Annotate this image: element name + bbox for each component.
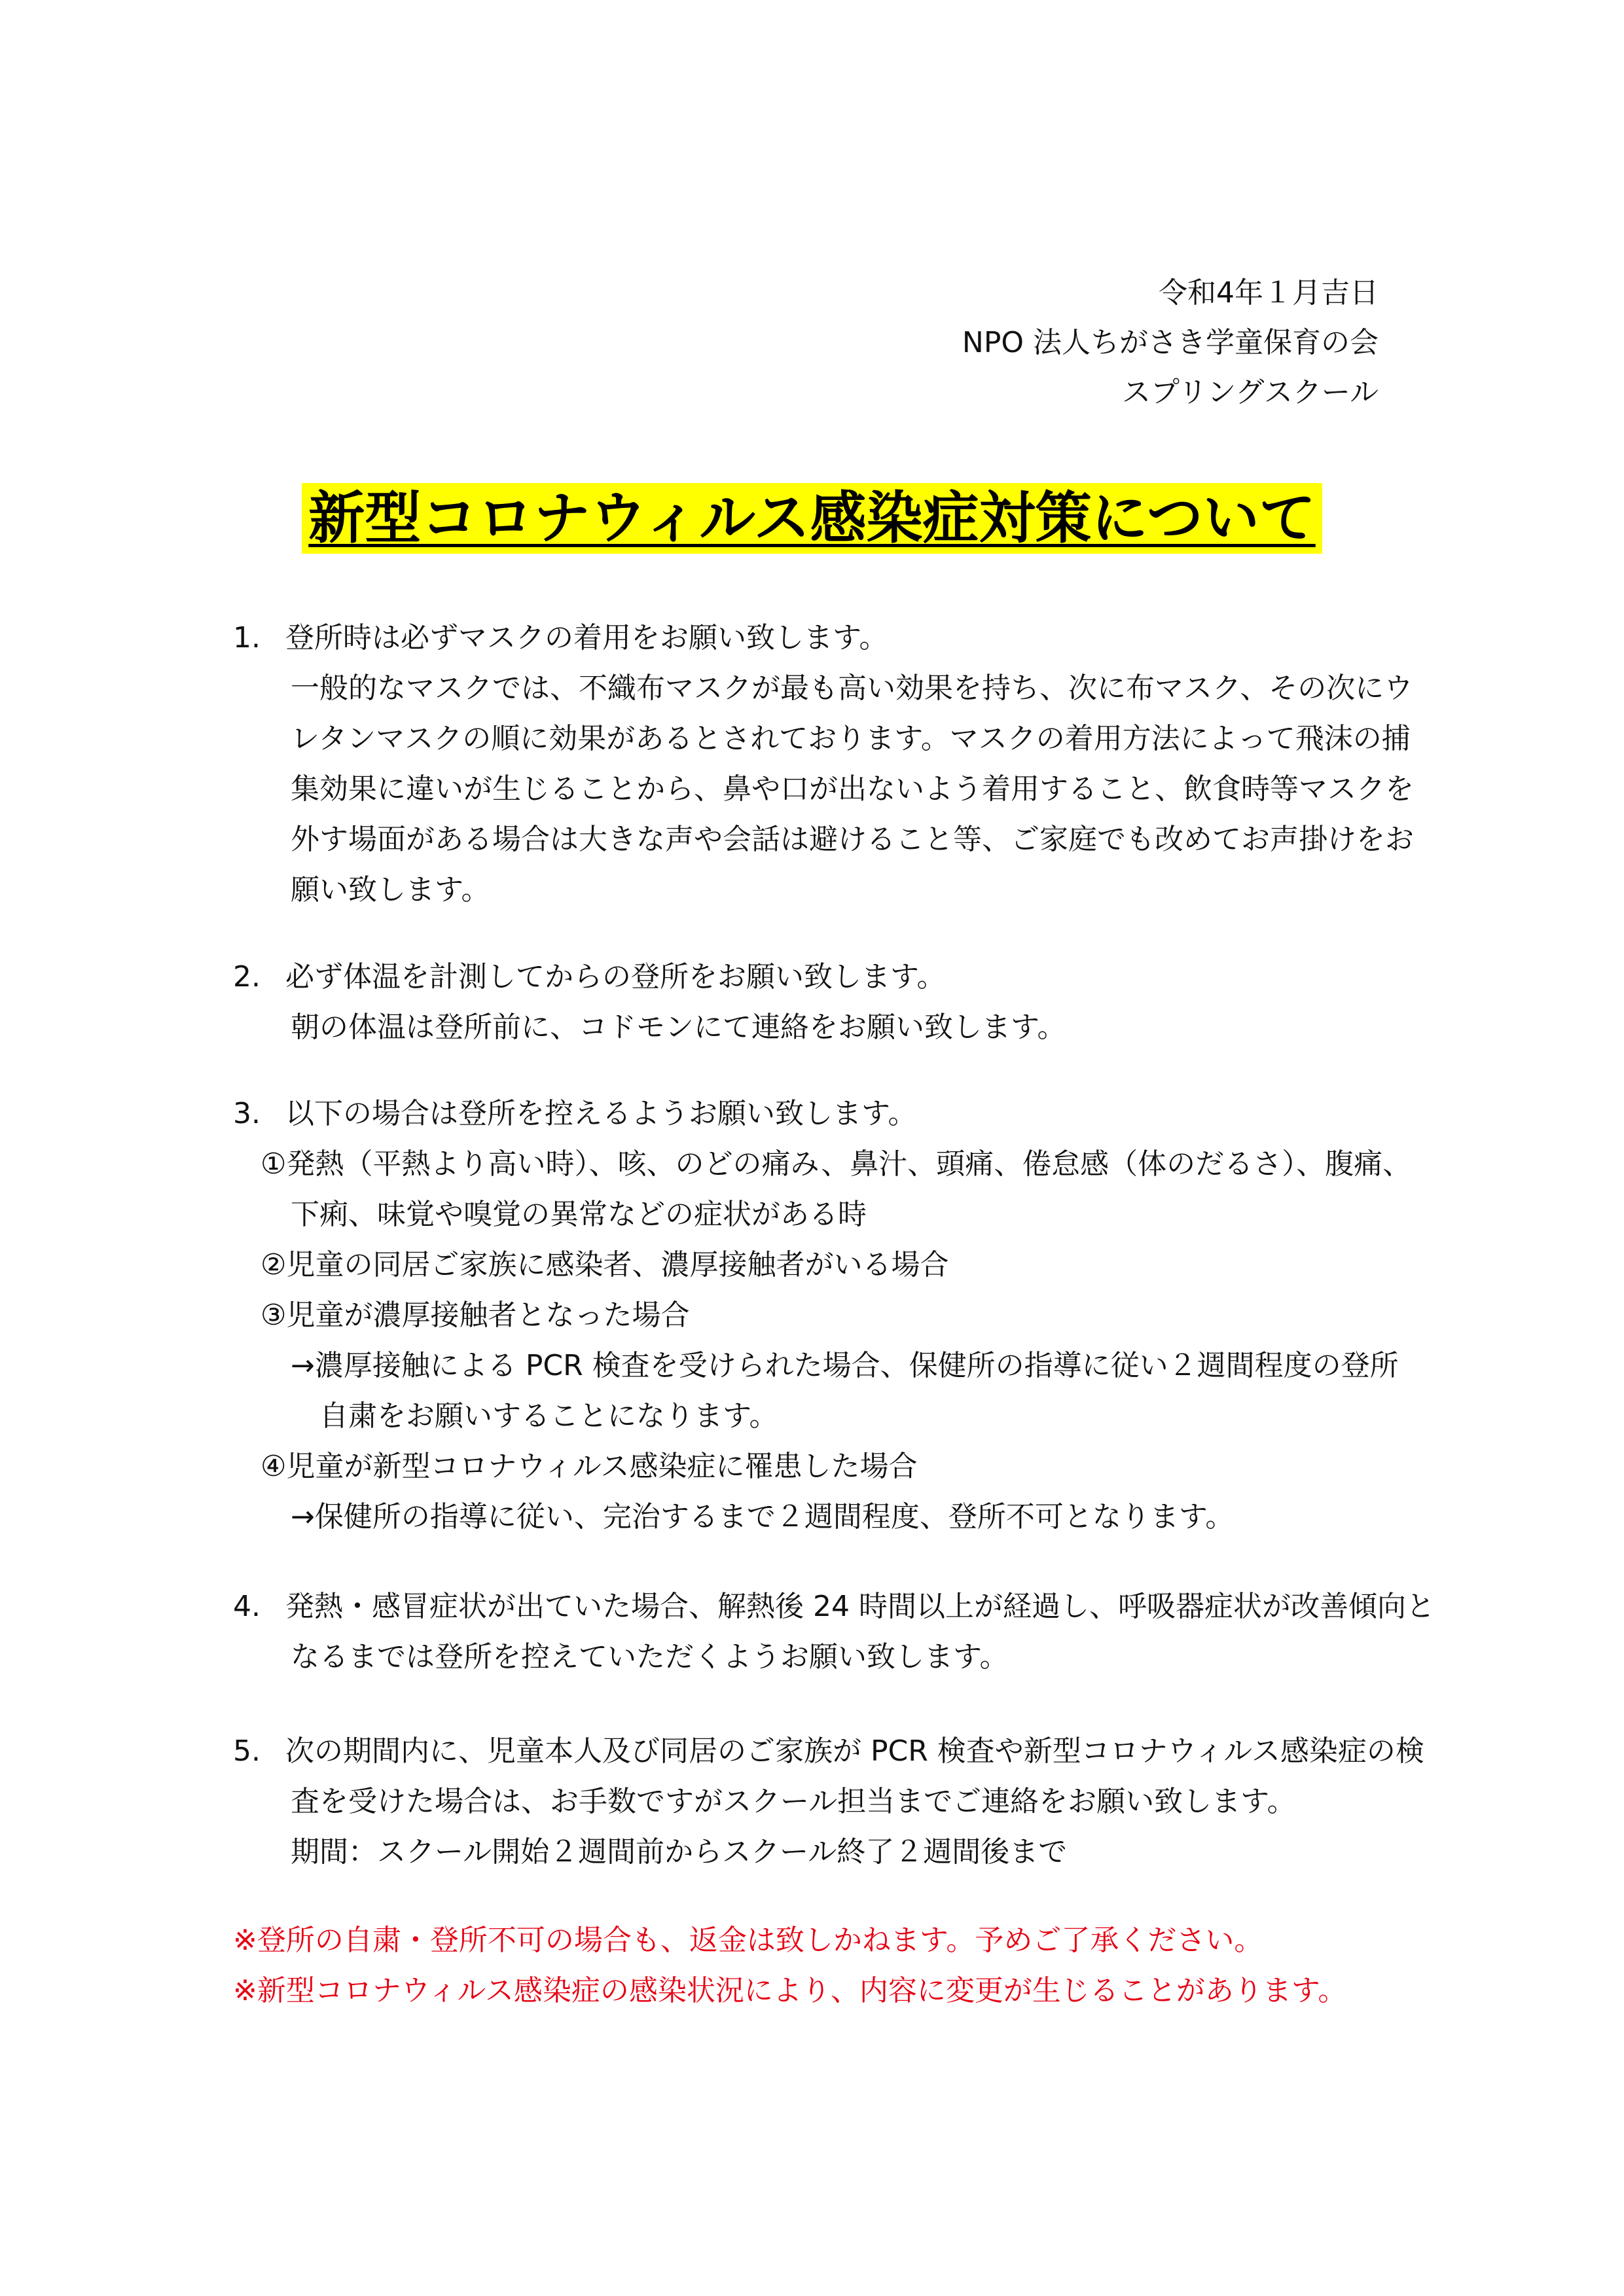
section-line: なるまでは登所を控えていただくようお願い致します。 — [291, 1640, 1009, 1674]
section-line: ③児童が濃厚接触者となった場合 — [261, 1299, 690, 1332]
section-line: 期間：スクール開始２週間前からスクール終了２週間後まで — [291, 1835, 1068, 1869]
program-name: スプリングスクール — [1121, 376, 1379, 409]
section-line: 自粛をお願いすることになります。 — [319, 1399, 778, 1433]
change-note: ※新型コロナウィルス感染症の感染状況により、内容に変更が生じることがあります。 — [233, 1974, 1347, 2007]
section-line: ①発熱（平熱より高い時）、咳、のどの痛み、鼻汁、頭痛、倦怠感（体のだるさ）、腹痛、 — [261, 1147, 1412, 1181]
section-line: 必ず体温を計測してからの登所をお願い致します。 — [285, 960, 946, 994]
refund-note: ※登所の自粛・登所不可の場合も、返金は致しかねます。予めご了承ください。 — [233, 1924, 1263, 1957]
section-number: 4. — [233, 1590, 261, 1623]
section-line: 下痢、味覚や嗅覚の異常などの症状がある時 — [291, 1198, 867, 1231]
document-date: 令和4年１月吉日 — [1159, 276, 1379, 310]
section-line: 発熱・感冒症状が出ていた場合、解熱後 24 時間以上が経過し、呼吸器症状が改善傾向と — [285, 1590, 1435, 1623]
document-title: 新型コロナウィルス感染症対策について — [302, 483, 1322, 554]
section-line: 査を受けた場合は、お手数ですがスクール担当までご連絡をお願い致します。 — [291, 1785, 1296, 1818]
section-line: 登所時は必ずマスクの着用をお願い致します。 — [285, 621, 888, 655]
section-number: 3. — [233, 1097, 261, 1130]
section-line: レタンマスクの順に効果があるとされております。マスクの着用方法によって飛沫の捕 — [291, 722, 1411, 755]
section-line: 願い致します。 — [291, 873, 490, 906]
section-line: 集効果に違いが生じることから、鼻や口が出ないよう着用すること、飲食時等マスクを — [291, 772, 1414, 806]
section-line: ②児童の同居ご家族に感染者、濃厚接触者がいる場合 — [261, 1248, 949, 1282]
section-line: →濃厚接触による PCR 検査を受けられた場合、保健所の指導に従い２週間程度の登所 — [291, 1349, 1399, 1382]
title-container — [0, 483, 1624, 554]
section-line: 外す場面がある場合は大きな声や会話は避けること等、ご家庭でも改めてお声掛けをお — [291, 823, 1414, 856]
section-number: 5. — [233, 1734, 261, 1768]
section-line: →保健所の指導に従い、完治するまで２週間程度、登所不可となります。 — [291, 1500, 1235, 1534]
section-line: 次の期間内に、児童本人及び同居のご家族が PCR 検査や新型コロナウィルス感染症の検 — [285, 1734, 1424, 1768]
organization-name: NPO 法人ちがさき学童保育の会 — [962, 326, 1379, 359]
section-line: 朝の体温は登所前に、コドモンにて連絡をお願い致します。 — [291, 1011, 1066, 1044]
section-number: 1. — [233, 621, 261, 655]
section-line: 以下の場合は登所を控えるようお願い致します。 — [285, 1097, 917, 1130]
section-number: 2. — [233, 960, 261, 994]
section-line: ④児童が新型コロナウィルス感染症に罹患した場合 — [261, 1450, 918, 1483]
section-line: 一般的なマスクでは、不織布マスクが最も高い効果を持ち、次に布マスク、その次にウ — [291, 672, 1413, 705]
